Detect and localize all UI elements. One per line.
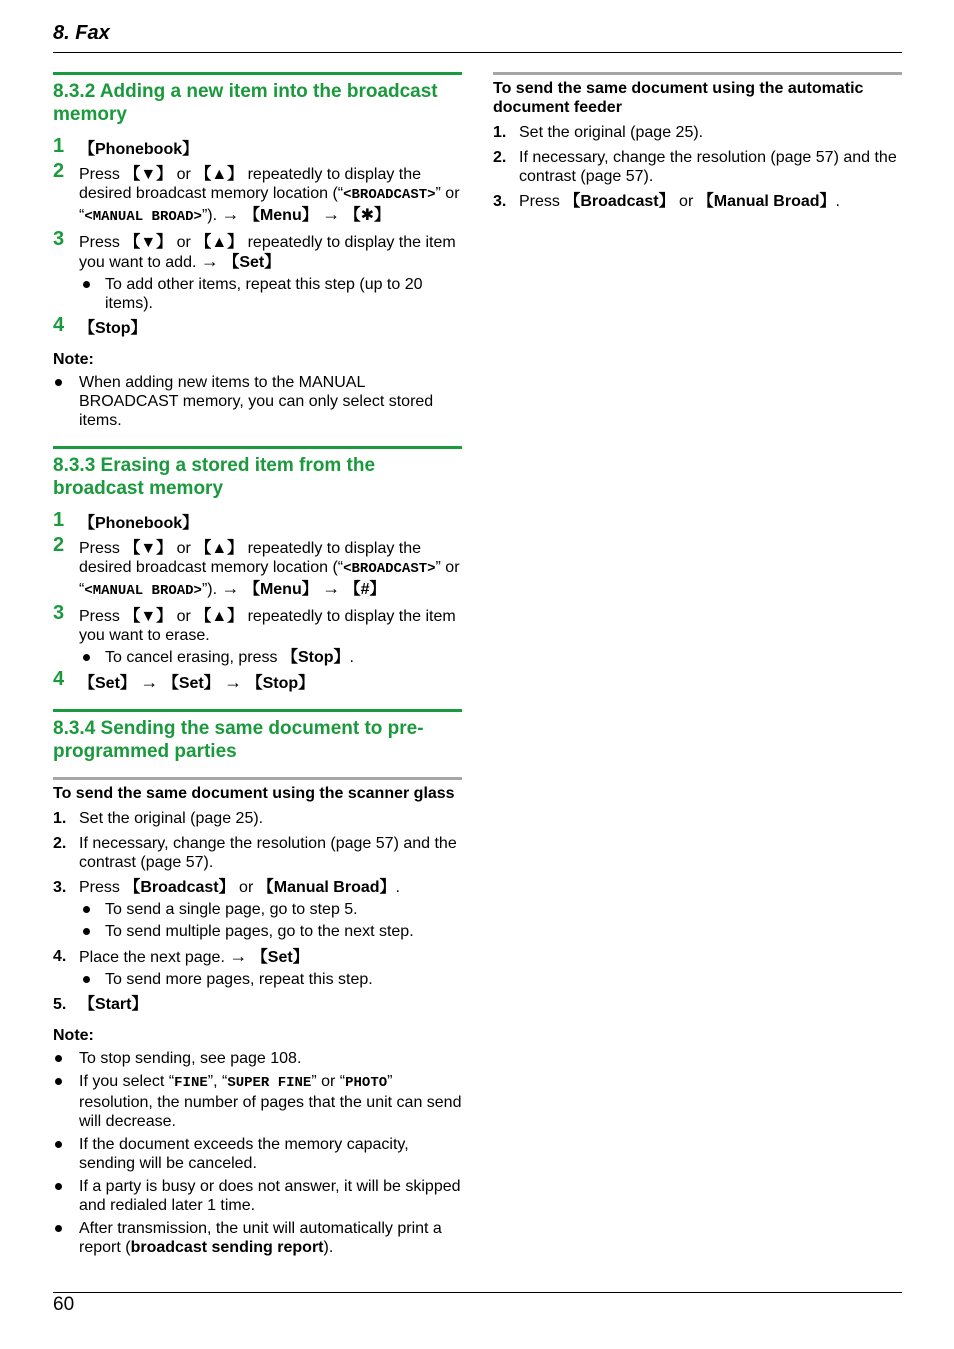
manual-broad-key: 【Manual Broad】 bbox=[697, 193, 836, 210]
note-text: If you select “ bbox=[79, 1073, 175, 1090]
star-key: 【✱】 bbox=[344, 207, 391, 224]
section-title-8-3-3: 8.3.3 Erasing a stored item from the broadcast memory bbox=[53, 446, 462, 500]
step-number: 3. bbox=[53, 879, 67, 896]
down-key: 【▼】 bbox=[124, 234, 173, 251]
step-2 bbox=[53, 834, 462, 872]
header-rule bbox=[53, 52, 902, 53]
arrow-right-icon: → bbox=[221, 578, 240, 598]
stop-key: 【Stop】 bbox=[281, 649, 350, 666]
step-text: or bbox=[172, 166, 196, 183]
lcd-text: <BROADCAST> bbox=[343, 187, 436, 203]
step-number: 1. bbox=[493, 124, 507, 141]
step-number: 1 bbox=[53, 509, 65, 531]
page-number: 60 bbox=[53, 1294, 75, 1315]
step-text: ”). bbox=[201, 207, 222, 224]
lcd-text: FINE bbox=[174, 1075, 208, 1091]
step-1 bbox=[53, 135, 462, 159]
step-text: or bbox=[674, 193, 698, 210]
step-text: or bbox=[172, 540, 196, 557]
note-item bbox=[53, 1219, 462, 1257]
step-number: 2. bbox=[53, 835, 67, 852]
menu-key: 【Menu】 bbox=[243, 207, 318, 224]
chapter-title: 8. Fax bbox=[53, 22, 110, 44]
bullet-text: To cancel erasing, press bbox=[105, 649, 282, 666]
step-text: ” or “ bbox=[79, 559, 460, 598]
note-item: If the document exceeds the memory capacity, sending will be canceled. bbox=[53, 1135, 462, 1173]
step-number: 4 bbox=[53, 668, 65, 690]
step-number: 4. bbox=[53, 948, 67, 965]
step-number: 1 bbox=[53, 135, 65, 157]
step-number: 3 bbox=[53, 228, 65, 250]
step-text: Press bbox=[79, 879, 125, 896]
step-3 bbox=[493, 192, 902, 211]
step-4 bbox=[53, 668, 462, 693]
stop-key: 【Stop】 bbox=[79, 320, 147, 337]
arrow-right-icon: → bbox=[322, 204, 341, 224]
down-key: 【▼】 bbox=[124, 166, 173, 183]
step-text: ”). bbox=[201, 581, 222, 598]
phonebook-key: 【Phonebook】 bbox=[79, 141, 199, 158]
step-bullet bbox=[79, 648, 462, 667]
bullet-text: . bbox=[349, 649, 354, 666]
arrow-right-icon: → bbox=[221, 204, 240, 224]
step-text: . bbox=[835, 193, 840, 210]
step-number: 2 bbox=[53, 160, 65, 182]
step-bullet: To add other items, repeat this step (up to 20 items). bbox=[79, 275, 462, 313]
step-number: 2 bbox=[53, 534, 65, 556]
manual-broad-key: 【Manual Broad】 bbox=[257, 879, 396, 896]
step-number: 5. bbox=[53, 996, 67, 1013]
step-text: Place the next page. bbox=[79, 949, 230, 966]
arrow-right-icon: → bbox=[224, 672, 243, 692]
arrow-right-icon: → bbox=[200, 251, 219, 271]
step-text: repeatedly to display the desired broadcast memory location (“ bbox=[79, 540, 422, 576]
up-key: 【▲】 bbox=[195, 234, 244, 251]
stop-key: 【Stop】 bbox=[246, 675, 315, 692]
step-text: If necessary, change the resolution (page 57) and the contrast (page 57). bbox=[519, 149, 897, 185]
note-text: ” resolution, the number of pages that the unit can send will decrease. bbox=[79, 1073, 462, 1130]
note-text: ”, “ bbox=[207, 1073, 228, 1090]
up-key: 【▲】 bbox=[195, 540, 244, 557]
note-item: When adding new items to the MANUAL BROADCAST memory, you can only select stored items. bbox=[53, 373, 462, 430]
note-text: ). bbox=[323, 1239, 334, 1256]
note-text: After transmission, the unit will automatically print a report ( bbox=[79, 1220, 442, 1256]
right-column bbox=[493, 72, 902, 217]
step-text: or bbox=[172, 608, 196, 625]
note-label: Note: bbox=[53, 351, 94, 368]
step-text: Press bbox=[79, 540, 125, 557]
note-item: If a party is busy or does not answer, it will be skipped and redialed later 1 time. bbox=[53, 1177, 462, 1215]
note-item: To stop sending, see page 108. bbox=[53, 1049, 462, 1068]
step-2 bbox=[53, 534, 462, 601]
step-bullet: To send more pages, repeat this step. bbox=[79, 970, 462, 989]
lcd-text: SUPER FINE bbox=[227, 1075, 312, 1091]
step-number: 1. bbox=[53, 810, 67, 827]
down-key: 【▼】 bbox=[124, 608, 173, 625]
step-number: 4 bbox=[53, 314, 65, 336]
step-bullet: To send multiple pages, go to the next step. bbox=[79, 922, 462, 941]
note-label: Note: bbox=[53, 1027, 94, 1044]
step-text: Press bbox=[79, 608, 125, 625]
broadcast-key: 【Broadcast】 bbox=[124, 879, 235, 896]
step-text: Press bbox=[519, 193, 565, 210]
step-4 bbox=[53, 947, 462, 989]
step-number: 3 bbox=[53, 602, 65, 624]
arrow-right-icon: → bbox=[140, 672, 159, 692]
step-text: Set the original (page 25). bbox=[519, 124, 704, 141]
step-bullet: To send a single page, go to step 5. bbox=[79, 900, 462, 919]
step-number: 3. bbox=[493, 193, 507, 210]
set-key: 【Set】 bbox=[79, 675, 136, 692]
step-2 bbox=[493, 148, 902, 186]
up-key: 【▲】 bbox=[195, 166, 244, 183]
lcd-text: <MANUAL BROAD> bbox=[84, 583, 202, 599]
menu-key: 【Menu】 bbox=[243, 581, 318, 598]
set-key: 【Set】 bbox=[251, 949, 309, 966]
lcd-text: <MANUAL BROAD> bbox=[84, 209, 202, 225]
set-key: 【Set】 bbox=[162, 675, 220, 692]
step-text: or bbox=[172, 234, 196, 251]
subsection-title-document-feeder: To send the same document using the automatic document feeder bbox=[493, 72, 902, 117]
broadcast-key: 【Broadcast】 bbox=[564, 193, 675, 210]
step-1 bbox=[53, 509, 462, 533]
hash-key: 【#】 bbox=[344, 581, 386, 598]
step-text: Press bbox=[79, 166, 125, 183]
step-text: If necessary, change the resolution (page 57) and the contrast (page 57). bbox=[79, 835, 457, 871]
section-title-8-3-4: 8.3.4 Sending the same document to pre-programmed parties bbox=[53, 709, 462, 763]
step-1 bbox=[493, 123, 902, 142]
step-number: 2. bbox=[493, 149, 507, 166]
section-title-8-3-2: 8.3.2 Adding a new item into the broadcast memory bbox=[53, 72, 462, 126]
footer-rule bbox=[53, 1292, 902, 1293]
set-key: 【Set】 bbox=[223, 254, 281, 271]
step-text: Press bbox=[79, 234, 125, 251]
note-item bbox=[53, 1072, 462, 1131]
subsection-title-scanner-glass: To send the same document using the scanner glass bbox=[53, 777, 462, 803]
step-4 bbox=[53, 314, 462, 338]
step-text: repeatedly to display the item you want to add. bbox=[79, 234, 456, 271]
down-key: 【▼】 bbox=[124, 540, 173, 557]
step-text: ” or “ bbox=[79, 185, 460, 224]
phonebook-key: 【Phonebook】 bbox=[79, 515, 199, 532]
lcd-text: PHOTO bbox=[345, 1075, 388, 1091]
step-text: Set the original (page 25). bbox=[79, 810, 264, 827]
arrow-right-icon: → bbox=[322, 578, 341, 598]
step-3 bbox=[53, 878, 462, 941]
start-key: 【Start】 bbox=[79, 996, 148, 1013]
note-text: ” or “ bbox=[311, 1073, 346, 1090]
report-name: broadcast sending report bbox=[130, 1239, 324, 1256]
step-5 bbox=[53, 995, 462, 1014]
arrow-right-icon: → bbox=[229, 946, 248, 966]
step-text: or bbox=[234, 879, 258, 896]
left-column bbox=[53, 72, 462, 1261]
step-text: . bbox=[395, 879, 400, 896]
step-1 bbox=[53, 809, 462, 828]
up-key: 【▲】 bbox=[195, 608, 244, 625]
lcd-text: <BROADCAST> bbox=[343, 561, 436, 577]
step-2 bbox=[53, 160, 462, 227]
step-3 bbox=[53, 602, 462, 667]
step-text: repeatedly to display the item you want to erase. bbox=[79, 608, 456, 644]
step-text: repeatedly to display the desired broadcast memory location (“ bbox=[79, 166, 422, 202]
step-3 bbox=[53, 228, 462, 313]
